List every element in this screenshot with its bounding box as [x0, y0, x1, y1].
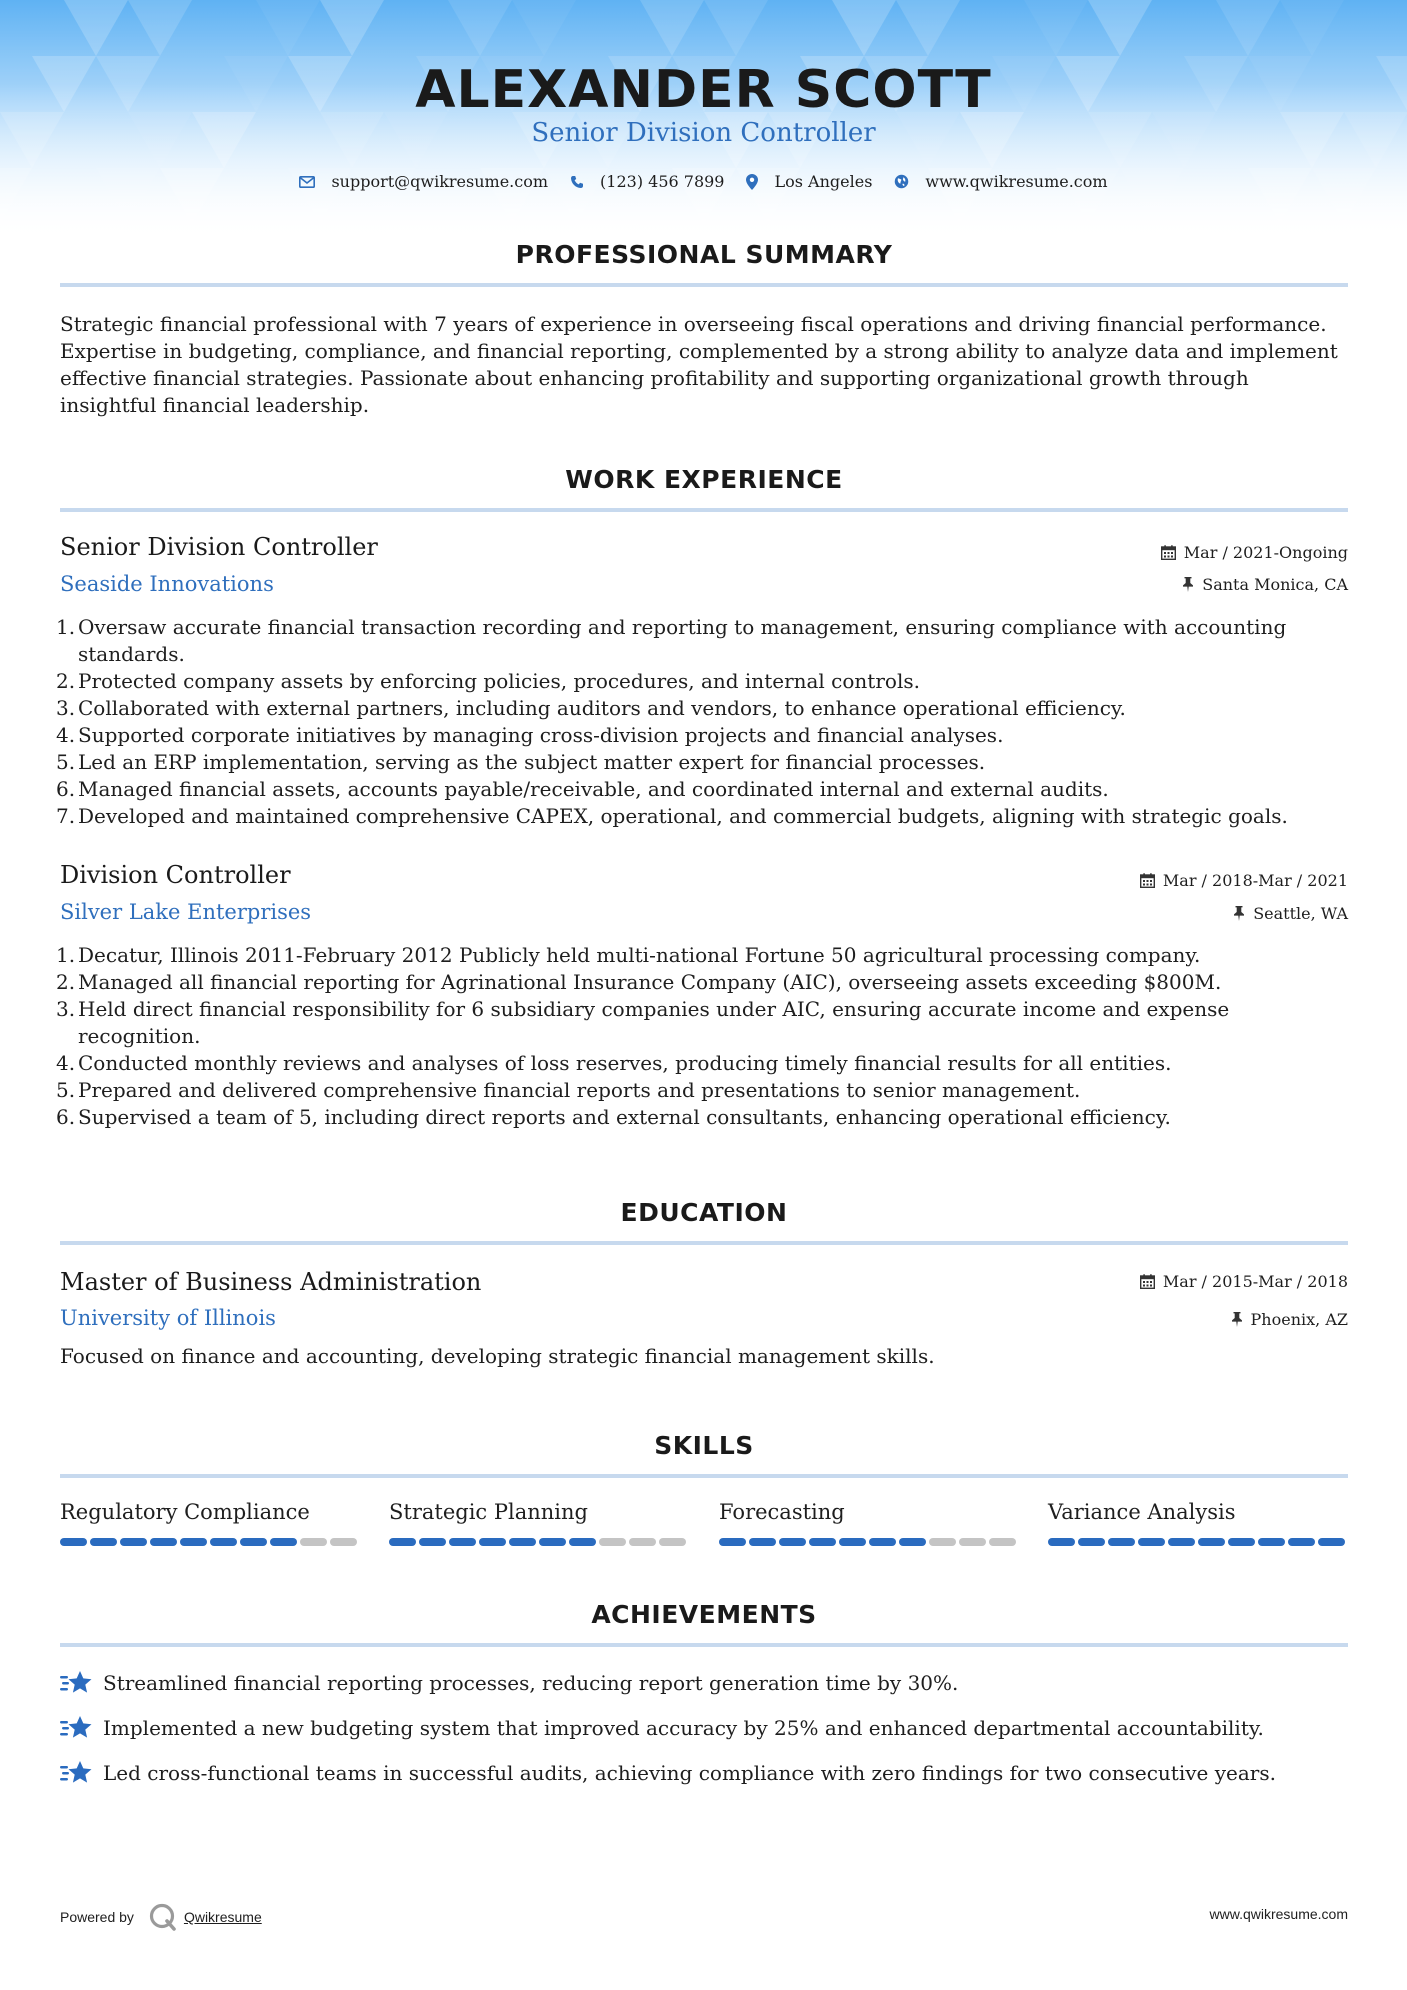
skill-segment-filled [1168, 1538, 1195, 1546]
job-dates [1161, 543, 1348, 562]
skill-segment-filled [210, 1538, 237, 1546]
achievement-text: Streamlined financial reporting processes, reducing report generation time by 30%. [103, 1671, 959, 1695]
list-item: 4. Supported corporate initiatives by managing cross-division projects and financial analyses. [56, 723, 1004, 747]
experience-heading: WORK EXPERIENCE [565, 465, 843, 494]
contact-email[interactable] [299, 172, 548, 191]
degree-title: Master of Business Administration [60, 1268, 482, 1296]
candidate-role: Senior Division Controller [531, 118, 876, 148]
skill-name: Regulatory Compliance [60, 1500, 310, 1524]
phone-icon [570, 175, 584, 189]
footer-website[interactable]: www.qwikresume.com [1209, 1906, 1348, 1922]
calendar-icon [1161, 545, 1176, 560]
education-dates-text: Mar / 2015-Mar / 2018 [1162, 1272, 1348, 1291]
skill-segment-empty [629, 1538, 656, 1546]
skill-name: Forecasting [719, 1500, 845, 1524]
achievements-heading: ACHIEVEMENTS [591, 1600, 817, 1629]
skill-segment-filled [180, 1538, 207, 1546]
skill-segment-empty [330, 1538, 357, 1546]
list-item: 2. Protected company assets by enforcing policies, procedures, and internal controls. [56, 669, 920, 693]
list-item: 4. Conducted monthly reviews and analyses of loss reserves, producing timely financial results for all entities. [56, 1051, 1172, 1075]
skill-segment-filled [869, 1538, 896, 1546]
school-name: University of Illinois [60, 1306, 276, 1330]
job-location [1182, 575, 1348, 594]
skill-segment-filled [539, 1538, 566, 1546]
skill-segment-filled [1078, 1538, 1105, 1546]
skill-name: Strategic Planning [389, 1500, 588, 1524]
list-item: 6. Supervised a team of 5, including direct reports and external consultants, enhancing operational efficiency. [56, 1105, 1171, 1129]
skill-segment-filled [719, 1538, 746, 1546]
education-location [1231, 1310, 1348, 1329]
skill-name: Variance Analysis [1048, 1500, 1236, 1524]
job-location-text: Seattle, WA [1253, 904, 1348, 923]
skill-segment-filled [90, 1538, 117, 1546]
phone-text: (123) 456 7899 [600, 172, 725, 191]
skill-segment-filled [60, 1538, 87, 1546]
skills-heading: SKILLS [654, 1431, 754, 1460]
summary-text: Strategic financial professional with 7 years of experience in overseeing fiscal operations and driving financial performance. Expertise in budgeting, compliance, and financial reporting, complemented by a strong ability to analyze data and implement effective financial strategies. Passionate about enhancing profitability and supporting organizational growth through insightful financial leadership. [60, 312, 1338, 417]
achievement-item [60, 1760, 1276, 1786]
job-bullets [56, 942, 1350, 1131]
contact-phone[interactable] [570, 172, 724, 191]
skill-segment-filled [1288, 1538, 1315, 1546]
section-divider [60, 1643, 1348, 1647]
location-text: Los Angeles [774, 172, 873, 191]
list-item: 3. Held direct financial responsibility for 6 subsidiary companies under AIC, ensuring accurate income and expense recognition. [56, 997, 1230, 1048]
envelope-icon [299, 176, 315, 188]
education-description: Focused on finance and accounting, developing strategic financial management skills. [60, 1344, 935, 1368]
skill-segment-empty [959, 1538, 986, 1546]
list-item: 1. Decatur, Illinois 2011-February 2012 Publicly held multi-national Fortune 50 agricultural processing company. [56, 943, 1201, 967]
calendar-icon [1140, 873, 1155, 888]
achievement-text: Implemented a new budgeting system that improved accuracy by 25% and enhanced departmental accountability. [103, 1716, 1264, 1740]
job-dates [1140, 871, 1348, 890]
job-location-text: Santa Monica, CA [1202, 575, 1348, 594]
summary-heading: PROFESSIONAL SUMMARY [515, 240, 893, 269]
skill-segment-filled [1198, 1538, 1225, 1546]
skill-segment-filled [449, 1538, 476, 1546]
skill-segment-filled [779, 1538, 806, 1546]
education-heading: EDUCATION [620, 1198, 788, 1227]
job-bullets [56, 614, 1350, 830]
list-item: 1. Oversaw accurate financial transaction recording and reporting to management, ensuring compliance with accounting standards. [56, 615, 1287, 666]
skill-segment-empty [599, 1538, 626, 1546]
skill-segment-filled [1318, 1538, 1345, 1546]
achievement-item [60, 1715, 1264, 1741]
list-item: 7. Developed and maintained comprehensive CAPEX, operational, and commercial budgets, aligning with strategic goals. [56, 804, 1288, 828]
skill-segment-filled [509, 1538, 536, 1546]
pushpin-icon [1231, 1312, 1243, 1327]
skill-segment-filled [150, 1538, 177, 1546]
skill-item [389, 1500, 689, 1546]
skill-item [1048, 1500, 1348, 1546]
job-company: Silver Lake Enterprises [60, 900, 312, 924]
skill-segment-filled [839, 1538, 866, 1546]
email-text: support@qwikresume.com [331, 172, 549, 191]
skill-segment-filled [899, 1538, 926, 1546]
skill-segment-empty [929, 1538, 956, 1546]
job-dates-text: Mar / 2021-Ongoing [1183, 543, 1348, 562]
website-text: www.qwikresume.com [925, 172, 1108, 191]
skill-segment-filled [389, 1538, 416, 1546]
footer-brand-link[interactable]: Qwikresume [183, 1909, 262, 1925]
skill-segment-filled [749, 1538, 776, 1546]
skill-segment-empty [659, 1538, 686, 1546]
skill-segment-filled [419, 1538, 446, 1546]
skill-segment-filled [240, 1538, 267, 1546]
skill-item [60, 1500, 360, 1546]
star-icon [60, 1670, 93, 1696]
section-divider [60, 1241, 1348, 1245]
skill-segment-filled [270, 1538, 297, 1546]
skill-segment-empty [300, 1538, 327, 1546]
star-icon [60, 1715, 93, 1741]
footer-powered-by [60, 1902, 262, 1932]
powered-by-label: Powered by [60, 1909, 134, 1925]
skill-segment-filled [479, 1538, 506, 1546]
job-title: Senior Division Controller [60, 533, 378, 561]
list-item: 3. Collaborated with external partners, including auditors and vendors, to enhance operational efficiency. [56, 696, 1126, 720]
job-location [1233, 904, 1348, 923]
list-item: 2. Managed all financial reporting for Agrinational Insurance Company (AIC), overseeing assets exceeding $800M. [56, 970, 1222, 994]
skill-segment-filled [569, 1538, 596, 1546]
skill-segment-filled [1108, 1538, 1135, 1546]
contact-website[interactable] [894, 172, 1107, 191]
job-company: Seaside Innovations [60, 572, 274, 596]
skill-item [719, 1500, 1019, 1546]
map-pin-icon [746, 174, 758, 190]
contact-location [746, 172, 872, 191]
skill-segment-empty [989, 1538, 1016, 1546]
skill-level-bar [719, 1538, 1019, 1546]
qwikresume-logo-icon [148, 1902, 178, 1932]
pushpin-icon [1233, 906, 1245, 921]
section-divider [60, 283, 1348, 287]
education-dates [1140, 1272, 1348, 1291]
skill-segment-filled [1228, 1538, 1255, 1546]
list-item: 6. Managed financial assets, accounts payable/receivable, and coordinated internal and external audits. [56, 777, 1109, 801]
list-item: 5. Led an ERP implementation, serving as the subject matter expert for financial processes. [56, 750, 986, 774]
job-title: Division Controller [60, 861, 291, 889]
star-icon [60, 1760, 93, 1786]
skill-level-bar [1048, 1538, 1348, 1546]
list-item: 5. Prepared and delivered comprehensive financial reports and presentations to senior management. [56, 1078, 1081, 1102]
calendar-icon [1140, 1274, 1155, 1289]
globe-icon [894, 174, 909, 189]
skill-level-bar [389, 1538, 689, 1546]
achievement-item [60, 1670, 958, 1696]
pushpin-icon [1182, 577, 1194, 592]
skill-segment-filled [1258, 1538, 1285, 1546]
section-divider [60, 1474, 1348, 1478]
education-location-text: Phoenix, AZ [1250, 1310, 1348, 1329]
skill-segment-filled [809, 1538, 836, 1546]
skill-segment-filled [1048, 1538, 1075, 1546]
skill-segment-filled [120, 1538, 147, 1546]
skill-segment-filled [1138, 1538, 1165, 1546]
section-divider [60, 508, 1348, 512]
candidate-name: ALEXANDER SCOTT [415, 60, 992, 120]
achievement-text: Led cross-functional teams in successful audits, achieving compliance with zero findings for two consecutive years. [103, 1761, 1276, 1785]
contact-bar [0, 172, 1407, 191]
skill-level-bar [60, 1538, 360, 1546]
job-dates-text: Mar / 2018-Mar / 2021 [1162, 871, 1348, 890]
